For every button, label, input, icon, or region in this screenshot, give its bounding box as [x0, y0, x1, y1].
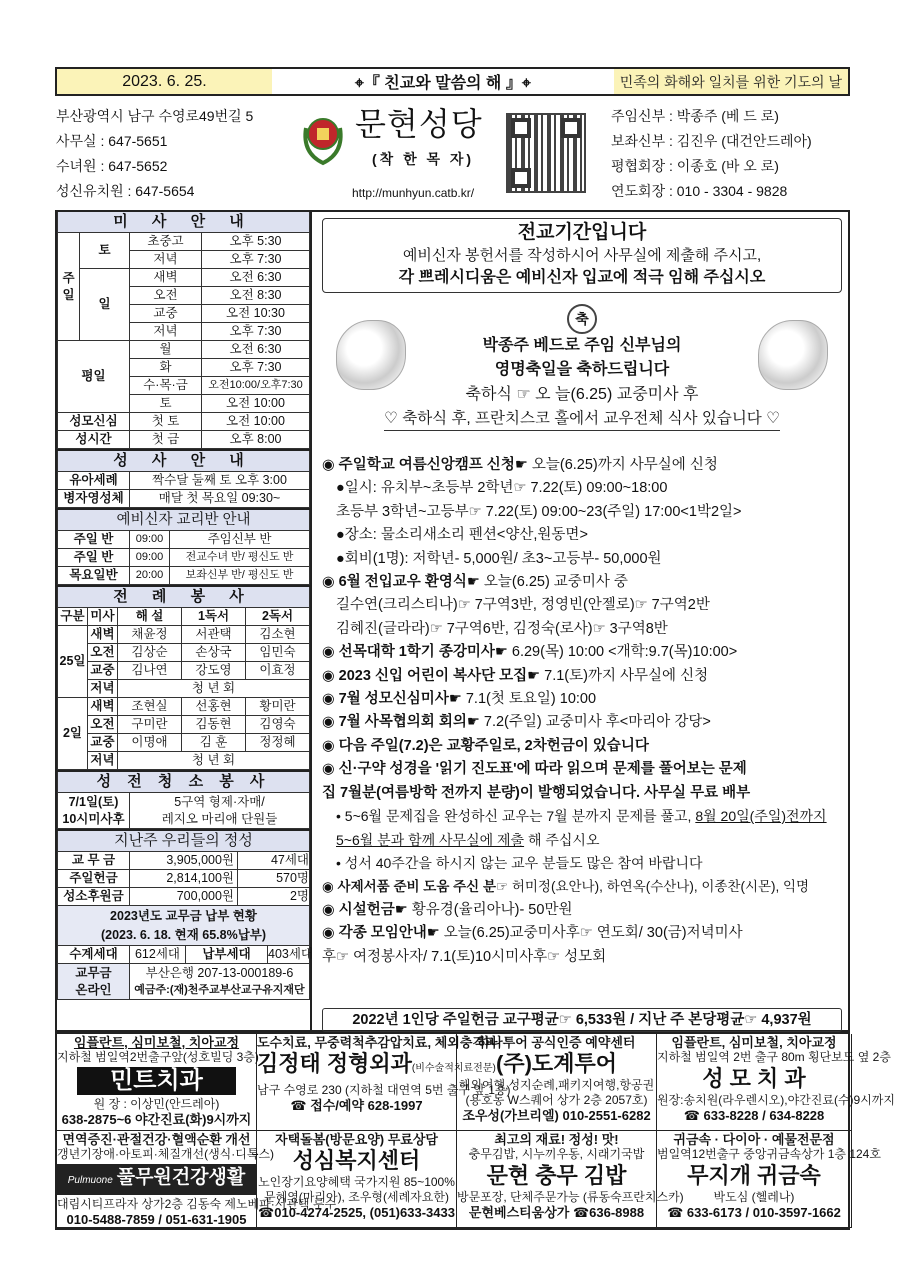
- qr-code-icon[interactable]: [506, 113, 586, 193]
- announcement-title: ◉ 선목대학 1학기 종강미사☛: [322, 644, 508, 661]
- ad-name: 김정태 정형외과: [257, 1051, 412, 1076]
- announcement-title: ◉ 7월 성모신심미사☛: [322, 691, 462, 708]
- table-cell: 목요일반: [58, 567, 130, 585]
- ad-tagline: 임플란트, 심미보철, 치아교정: [671, 1035, 837, 1050]
- ad-contact: 638-2875~6 야간진료(화)9시까지: [61, 1112, 252, 1127]
- table-cell: 김 훈: [182, 734, 246, 752]
- table-cell: 2명: [238, 888, 310, 906]
- ad-name: 문현 충무 김밥: [486, 1163, 627, 1188]
- announcement-detail: 집 7월분(여름방학 전까지 분량)이 발행되었습니다. 사무실 무료 배부: [322, 784, 751, 801]
- ad-subline: 범일역12번출구 중앙귀금속상가 1층 124호: [657, 1147, 881, 1161]
- announcement-text: 7.1(토)까지 사무실에 신청: [540, 667, 709, 684]
- table-cell: 보좌신부 반/ 평신도 반: [170, 567, 310, 585]
- table-cell: 유아세례: [58, 472, 130, 490]
- ad-contact: 010-5488-7859 / 051-631-1905: [66, 1212, 247, 1227]
- table-cell: 정정혜: [246, 734, 310, 752]
- online-label: [58, 964, 130, 1000]
- announcement-item: [322, 665, 847, 688]
- table-cell: 첫 금: [130, 431, 202, 449]
- announcements: [322, 454, 847, 969]
- ad-name: 성심복지센터: [292, 1148, 421, 1173]
- celebration-line: 영명축일을 축하드립니다: [494, 361, 670, 378]
- ad-subline: 충무김밥, 시누끼우동, 시래기국밥: [468, 1147, 645, 1161]
- announcement-text: ◉ 다음 주일(7.2)은 교황주일로, 2차헌금이 있습니다: [322, 737, 649, 754]
- announcement-detail: 초등부 3학년~고등부☞ 7.22(토) 09:00~23(주일) 17:00<1박2일>: [336, 503, 742, 520]
- mass-schedule-table: [57, 212, 310, 449]
- assistant-priest: 보좌신부 : 김진우 (대건안드레아): [611, 133, 812, 149]
- table-cell: 700,000원: [130, 888, 238, 906]
- table-cell: 570명: [238, 870, 310, 888]
- table-cell: 주임신부 반: [170, 531, 310, 549]
- evangelization-notice: [322, 218, 842, 293]
- column-header: 1독서: [182, 608, 246, 626]
- table-cell: 짝수달 둘째 토 오후 3:00: [130, 472, 310, 490]
- table-cell: 주일헌금: [58, 870, 130, 888]
- celebration-time: 축하식 ☞ 오 늘(6.25) 교중미사 후: [465, 386, 699, 403]
- table-cell: 화: [130, 359, 202, 377]
- ad-detail: 방문포장, 단체주문가능 (류동숙프란치스카): [457, 1190, 684, 1204]
- ad-name-sub: (비수술적치료전문): [411, 1063, 496, 1074]
- table-cell: 성소후원금: [58, 888, 130, 906]
- table-cell: 초중고: [130, 233, 202, 251]
- announcement-detail: 김혜진(글라라)☞ 7구역6반, 김정숙(로사)☞ 3구역8반: [336, 620, 668, 637]
- announcement-title: ◉ 신·구약 성경을 '읽기 진도표'에 따라 읽으며 문제를 풀어보는 문제: [322, 761, 747, 778]
- bible-notes: [322, 805, 847, 875]
- address: 부산광역시 남구 수영로49번길 5: [56, 108, 254, 124]
- cleaning-table: [57, 770, 310, 829]
- ad-detail: 박도심 (헬레나): [713, 1190, 795, 1204]
- table-cell: 저녁: [88, 752, 118, 770]
- announcement-item: [322, 899, 847, 922]
- sacrament-table: [57, 449, 310, 508]
- ad-block: [457, 1131, 684, 1228]
- announcement-item: [322, 641, 847, 664]
- dues-status-title: 2023년도 교무금 납부 현황: [110, 908, 257, 923]
- table-cell: 이효정: [246, 662, 310, 680]
- table-cell: 수·목·금: [130, 377, 202, 395]
- table-cell: 임민숙: [246, 644, 310, 662]
- bible-note: [322, 805, 847, 852]
- online-label-line: 교무금: [75, 965, 112, 980]
- table-cell: 채윤정: [118, 626, 182, 644]
- ad-tagline: 도수치료, 무중력척추감압치료, 체외충격파: [257, 1035, 498, 1050]
- announcement-item: [322, 735, 847, 758]
- celebration-line: 박종주 베드로 주임 신부님의: [482, 337, 682, 354]
- table-cell: 김나연: [118, 662, 182, 680]
- table-cell: 저녁: [130, 323, 202, 341]
- celebration-seal-icon: 축: [567, 304, 597, 334]
- ad-contact: ☎010-4274-2525, (051)633-3433: [258, 1205, 455, 1220]
- ad-name-line: [457, 1162, 656, 1190]
- announcement-item: [322, 711, 847, 734]
- ad-name: (주)도계투어: [496, 1051, 617, 1076]
- table-cell: 서관택: [182, 626, 246, 644]
- announcement-detail: 길수연(크리스티나)☞ 7구역3반, 정영빈(안젤로)☞ 7구역2반: [336, 597, 710, 614]
- cleaning-group: 5구역 형제·자매/: [174, 794, 265, 809]
- table-cell: 오후 7:30: [202, 323, 310, 341]
- ad-detail: 원장:송치원(라우렌시오),야간진료(수)9시까지: [657, 1093, 895, 1107]
- online-label-line: 온라인: [75, 982, 112, 997]
- column-header: 구분: [58, 608, 88, 626]
- table-row: [58, 662, 310, 680]
- church-contacts: [56, 104, 253, 204]
- cleaning-title: 성 전 청 소 봉 사: [58, 771, 310, 793]
- ad-tagline: 최고의 재료! 정성! 맛!: [494, 1132, 619, 1147]
- table-cell: 612세대: [130, 946, 186, 964]
- feast-celebration: [314, 300, 850, 431]
- table-row: [58, 752, 310, 770]
- right-column: [314, 212, 850, 1030]
- ad-contact: ☎ 633-8228 / 634-8228: [683, 1108, 825, 1123]
- table-cell: 20:00: [130, 567, 170, 585]
- table-cell: 새벽: [88, 626, 118, 644]
- table-cell: 청 년 회: [118, 752, 310, 770]
- ad-block: [657, 1131, 881, 1228]
- table-cell: 첫 토: [130, 413, 202, 431]
- table-cell: 새벽: [88, 698, 118, 716]
- church-emblem-icon: [300, 108, 346, 168]
- table-cell: 성모신심: [58, 413, 130, 431]
- announcement-detail: 후☞ 여정봉사자/ 7.1(토)10시미사후☞ 성모회: [322, 948, 607, 965]
- table-cell: 교중: [130, 305, 202, 323]
- catechumen-table: [57, 508, 310, 585]
- table-cell: 오전 6:30: [202, 269, 310, 287]
- announcement-item: [322, 758, 847, 781]
- council-president: 평협회장 : 이종호 (바 오 로): [611, 158, 779, 174]
- announcement-title: ◉ 각종 모임안내☛: [322, 925, 440, 942]
- ad-subline: 지하철 범일역2번출구앞(성호빌딩 3층): [57, 1050, 259, 1064]
- sacrament-title: 성 사 안 내: [58, 450, 310, 472]
- announcement-item: [322, 875, 847, 898]
- weekday-label: 평일: [58, 341, 130, 413]
- announcement-text: 오늘(6.25)교중미사후☞ 연도회/ 30(금)저녁미사: [439, 925, 743, 942]
- table-cell: 이명애: [118, 734, 182, 752]
- cleaning-who: [130, 793, 310, 829]
- office-phone: 사무실 : 647-5651: [56, 133, 168, 149]
- ad-contact: 문현베스티움상가 ☎636-8988: [468, 1205, 645, 1220]
- bank-account: [130, 964, 310, 1000]
- ad-subline: 해외여행,성지순례,패키지여행,항공권: [458, 1078, 655, 1092]
- table-cell: 토: [130, 395, 202, 413]
- ad-detail: 원 장 : 이상민(안드레아): [93, 1097, 220, 1111]
- table-cell: 손상국: [182, 644, 246, 662]
- angel-trumpet-icon: [758, 320, 828, 390]
- bulletin-date: 2023. 6. 25.: [57, 69, 272, 94]
- ad-block: [57, 1034, 257, 1131]
- ad-name-line: [657, 1162, 851, 1190]
- liturgy-day: 25일: [58, 626, 88, 698]
- liturgy-service-table: [57, 585, 310, 770]
- announcement-item: [322, 571, 847, 594]
- ad-subline: 갱년기장애·아토피·체질개선(생식·디톡스): [57, 1147, 275, 1161]
- announcement-title: ◉ 사제서품 준비 도움 주신 분☞: [322, 879, 509, 895]
- table-cell: 오전: [130, 287, 202, 305]
- table-cell: 저녁: [88, 680, 118, 698]
- announcement-item: [322, 454, 847, 477]
- table-row: [58, 716, 310, 734]
- table-row: [58, 626, 310, 644]
- catechumen-title: 예비신자 교리반 안내: [58, 509, 310, 531]
- ad-name-line: [457, 1050, 656, 1078]
- note-text: • 5~6월 문제집을 완성하신 교우는 7월 분까지 문제를 풀고,: [336, 808, 696, 825]
- cleaning-date: 7/1일(토): [68, 794, 119, 809]
- staff-list: [611, 104, 812, 204]
- table-cell: 오후 8:00: [202, 431, 310, 449]
- ad-contact: 조우성(가브리엘) 010-2551-6282: [462, 1108, 651, 1123]
- table-cell: 김소현: [246, 626, 310, 644]
- year-theme: ⌖『 친교와 말씀의 해 』⌖: [354, 75, 531, 92]
- announcement-title: ◉ 6월 전입교우 환영식☛: [322, 574, 480, 591]
- ad-contact: ☎ 633-6173 / 010-3597-1662: [667, 1205, 841, 1220]
- ad-subline: 지하철 범일역 2번 출구 80m 횡단보도 옆 2층: [657, 1050, 891, 1064]
- cleaning-time: 10시미사후: [62, 811, 125, 826]
- table-cell: 09:00: [130, 549, 170, 567]
- main-content: [55, 210, 850, 1032]
- ad-name: 민트치과: [77, 1067, 236, 1095]
- table-cell: 오전: [88, 644, 118, 662]
- dues-status-percent: (2023. 6. 18. 현재 65.8%납부): [100, 927, 267, 942]
- kindergarten-phone: 성신유치원 : 647-5654: [56, 183, 195, 199]
- sun-label: 일: [80, 269, 130, 341]
- table-cell: 2,814,100원: [130, 870, 238, 888]
- table-cell: 교 무 금: [58, 852, 130, 870]
- announcement-text: 오늘(6.25)까지 사무실에 신청: [527, 457, 718, 473]
- liturgy-title: 전 례 봉 사: [58, 586, 310, 608]
- ad-block: [657, 1034, 895, 1131]
- column-header: 2독서: [246, 608, 310, 626]
- ad-name-line: [657, 1065, 851, 1093]
- note-deadline: 8월 20일(주일)전까지 5~6월 분과 함께 사무실에 제출: [336, 808, 827, 848]
- table-cell: 월: [130, 341, 202, 359]
- table-row: [58, 734, 310, 752]
- pastor: 주임신부 : 박종주 (베 드 로): [611, 108, 779, 124]
- table-row: [58, 644, 310, 662]
- sat-label: 토: [80, 233, 130, 269]
- announcement-title: ◉ 시설헌금☛: [322, 901, 408, 918]
- ad-tagline: 하나투어 공식인증 예약센터: [477, 1035, 636, 1050]
- table-cell: 주일 반: [58, 549, 130, 567]
- angel-trumpet-icon: [336, 320, 406, 390]
- table-cell: 오전: [88, 716, 118, 734]
- advertisements: [55, 1032, 895, 1230]
- table-cell: 납부세대: [186, 946, 268, 964]
- announcement-text: 허미정(요안나), 하연옥(수산나), 이종찬(시몬), 익명: [508, 879, 810, 895]
- table-cell: 오전10:00/오후7:30: [202, 377, 310, 395]
- announcement-detail: ●일시: 유치부~초등부 2학년☞ 7.22(토) 09:00~18:00: [336, 480, 668, 497]
- offering-average-box: 2022년 1인당 주일헌금 교구평균☞ 6,533원 / 지난 주 본당평균☞ 4,937원: [322, 1008, 842, 1032]
- ad-tagline: 귀금속 · 다이아 · 예물전문점: [673, 1132, 835, 1147]
- table-cell: 병자영성체: [58, 490, 130, 508]
- mass-title: 미 사 안 내: [58, 212, 310, 233]
- liturgy-day: 2일: [58, 698, 88, 770]
- table-cell: 3,905,000원: [130, 852, 238, 870]
- table-cell: 오전 10:00: [202, 395, 310, 413]
- ad-name-banner: [57, 1164, 256, 1195]
- announcement-text: 황유경(율리아나)- 50만원: [407, 901, 573, 918]
- table-cell: 저녁: [130, 251, 202, 269]
- table-row: [58, 698, 310, 716]
- table-cell: 전교수녀 반/ 평신도 반: [170, 549, 310, 567]
- announcement-item: [322, 688, 847, 711]
- ad-block: [257, 1034, 511, 1131]
- table-cell: 09:00: [130, 531, 170, 549]
- left-column: [57, 212, 312, 1030]
- ad-name: 풀무원건강생활: [116, 1167, 246, 1188]
- column-header: 해 설: [118, 608, 182, 626]
- announcement-item: [322, 922, 847, 945]
- ad-detail: 남구 수영로 230 (지하철 대연역 5번 출구 앞 1층): [257, 1083, 511, 1097]
- announcement-title: ◉ 주일학교 여름신앙캠프 신청☛: [322, 457, 528, 473]
- table-cell: 청 년 회: [118, 680, 310, 698]
- cleaning-when: [58, 793, 130, 829]
- prayer-day: 민족의 화해와 일치를 위한 기도의 날: [614, 69, 848, 94]
- ad-detail: 대림시티프라자 상가2층 김동숙 제노베파·서관택 루수: [57, 1197, 337, 1211]
- dues-status: [58, 906, 310, 946]
- table-cell: 오전 10:30: [202, 305, 310, 323]
- table-cell: 김동현: [182, 716, 246, 734]
- bank-number: 부산은행 207-13-000189-6: [145, 965, 294, 980]
- table-cell: 매달 첫 목요일 09:30~: [130, 490, 310, 508]
- table-cell: 오전 6:30: [202, 341, 310, 359]
- table-cell: 47세대: [238, 852, 310, 870]
- bible-note: • 성서 40주간을 하시지 않는 교우 분들도 많은 참여 바랍니다: [336, 854, 703, 871]
- ad-detail: (용호동 W스퀘어 상가 2층 2057호): [465, 1093, 648, 1107]
- announcement-text: 7.2(주일) 교중미사 후<마리아 강당>: [479, 714, 711, 731]
- table-cell: 오후 7:30: [202, 251, 310, 269]
- table-cell: 구미란: [118, 716, 182, 734]
- table-cell: 교중: [88, 662, 118, 680]
- table-cell: 김상순: [118, 644, 182, 662]
- ad-block: [457, 1034, 657, 1131]
- offering-table: [57, 829, 314, 1000]
- ad-detail: 문혜영(마리아), 조우형(세례자요한): [264, 1190, 449, 1204]
- ad-name-line: [257, 1050, 496, 1083]
- table-cell: 403세대: [268, 946, 310, 964]
- column-header: 미사: [88, 608, 118, 626]
- announcement-title: ◉ 7월 사목협의회 회의☛: [322, 714, 480, 731]
- ad-subline: 노인장기요양혜택 국가지원 85~100%: [258, 1175, 455, 1189]
- ad-name-line: [257, 1147, 456, 1175]
- notice-title: 전교기간입니다: [517, 222, 647, 243]
- table-cell: 오전 8:30: [202, 287, 310, 305]
- table-cell: 김영숙: [246, 716, 310, 734]
- offering-title: 지난주 우리들의 정성: [58, 830, 310, 852]
- announcement-detail: ●회비(1명): 저학년- 5,000원/ 초3~고등부- 50,000원: [336, 550, 662, 567]
- ad-name: 무지개 귀금속: [687, 1163, 821, 1188]
- table-cell: 새벽: [130, 269, 202, 287]
- brand-logo: Pulmuone: [67, 1175, 113, 1186]
- ad-contact: ☎ 접수/예약 628-1997: [290, 1098, 423, 1113]
- ad-tagline: 면역증진·관절건강·혈액순환 개선: [62, 1132, 251, 1147]
- ad-tagline: 임플란트, 심미보철, 치아교정: [73, 1035, 240, 1050]
- church-url[interactable]: http://munhyun.catb.kr/: [352, 186, 475, 200]
- note-text: 해 주십시오: [524, 831, 600, 848]
- notice-line: 예비신자 봉헌서를 작성하시어 사무실에 제출해 주시고,: [402, 247, 762, 264]
- announcement-title: ◉ 2023 신입 어린이 복사단 모집☛: [322, 667, 541, 684]
- convent-phone: 수녀원 : 647-5652: [56, 158, 168, 174]
- announcement-text: 7.1(첫 토요일) 10:00: [461, 691, 597, 708]
- header-bar: [55, 67, 850, 96]
- announcement-text: 오늘(6.25) 교중미사 중: [479, 574, 628, 591]
- cleaning-group: 레지오 마리애 단원들: [161, 811, 278, 826]
- table-cell: 오후 7:30: [202, 359, 310, 377]
- announcement-detail: ●장소: 물소리새소리 펜션<양산,원동면>: [336, 527, 588, 544]
- ad-block: [257, 1131, 457, 1228]
- announcement-text: 6.29(목) 10:00 <개학:9.7(목)10:00>: [507, 644, 738, 661]
- funeral-leader: 연도회장 : 010 - 3304 - 9828: [611, 183, 788, 199]
- table-cell: 주일 반: [58, 531, 130, 549]
- table-cell: 교중: [88, 734, 118, 752]
- celebration-meal: ♡ 축하식 후, 프란치스코 홀에서 교우전체 식사 있습니다 ♡: [384, 408, 780, 431]
- table-cell: 조현실: [118, 698, 182, 716]
- church-name: 문현성당: [355, 106, 483, 142]
- church-subtitle: (착 한 목 자): [372, 151, 475, 167]
- table-cell: 강도영: [182, 662, 246, 680]
- notice-line: 각 쁘레시디움은 예비신자 입교에 적극 임해 주십시오: [398, 269, 766, 286]
- table-cell: 성시간: [58, 431, 130, 449]
- table-cell: 오후 5:30: [202, 233, 310, 251]
- ad-block: [57, 1131, 337, 1228]
- ad-name: 성 모 치 과: [702, 1066, 806, 1091]
- table-row: [58, 680, 310, 698]
- account-holder: 예금주:(재)천주교부산교구유지재단: [134, 983, 305, 996]
- sunday-label: 주일: [58, 233, 80, 341]
- ad-tagline: 자택돌봄(방문요양) 무료상담: [275, 1132, 438, 1147]
- table-cell: 오전 10:00: [202, 413, 310, 431]
- table-cell: 선홍현: [182, 698, 246, 716]
- table-cell: 수계세대: [58, 946, 130, 964]
- table-cell: 황미란: [246, 698, 310, 716]
